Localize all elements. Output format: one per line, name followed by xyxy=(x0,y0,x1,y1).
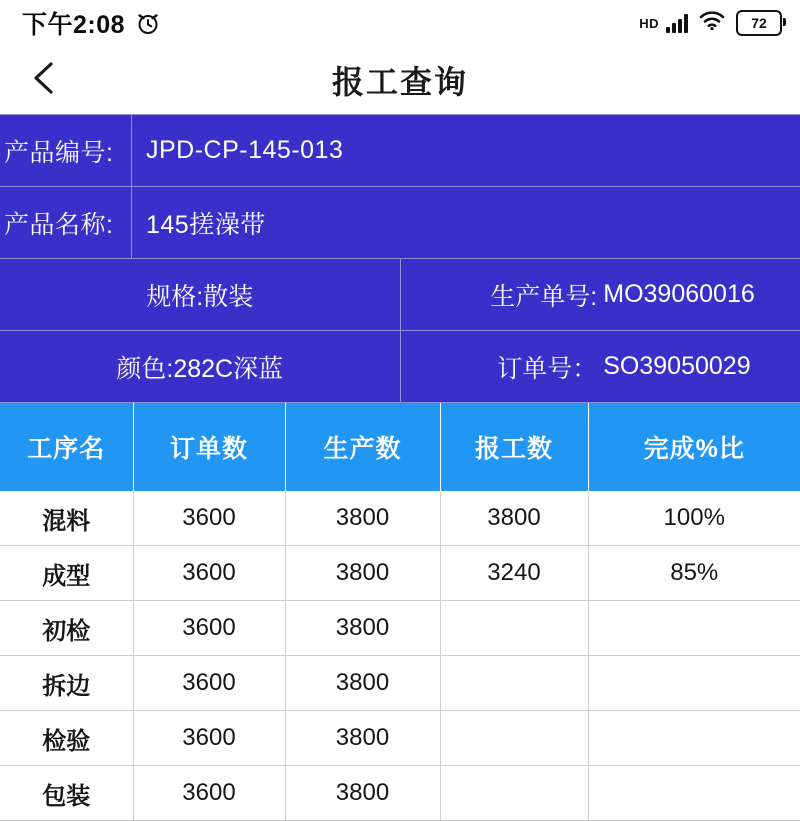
cell-produced-qty: 3800 xyxy=(285,711,440,766)
cell-process-name: 拆边 xyxy=(0,656,133,711)
cell-reported-qty xyxy=(440,656,588,711)
cell-reported-qty xyxy=(440,711,588,766)
cell-reported-qty: 3240 xyxy=(440,546,588,601)
product-name-label: 产品名称: xyxy=(0,187,132,258)
color-order-row xyxy=(0,331,800,403)
cell-completion-pct: 85% xyxy=(588,546,800,601)
cell-produced-qty: 3800 xyxy=(285,656,440,711)
table-row[interactable] xyxy=(0,601,800,656)
spec-workorder-row xyxy=(0,259,800,331)
status-bar-left xyxy=(22,5,161,41)
cell-order-qty: 3600 xyxy=(133,766,285,821)
cell-reported-qty: 3800 xyxy=(440,491,588,546)
cell-order-qty: 3600 xyxy=(133,546,285,601)
work-order-cell xyxy=(401,259,800,330)
chevron-left-icon xyxy=(29,59,59,102)
product-info-panel xyxy=(0,114,800,403)
signal-bars-icon xyxy=(666,13,688,33)
page-title: 报工查询 xyxy=(0,57,800,103)
cell-produced-qty: 3800 xyxy=(285,601,440,656)
product-name-row xyxy=(0,187,800,259)
cell-produced-qty: 3800 xyxy=(285,766,440,821)
product-code-label: 产品编号: xyxy=(0,115,132,186)
order-value: SO39050029 xyxy=(597,352,800,381)
wifi-icon xyxy=(699,11,725,36)
status-bar-right xyxy=(639,10,782,36)
alarm-clock-icon xyxy=(135,10,161,36)
table-row[interactable] xyxy=(0,491,800,546)
battery-level: 72 xyxy=(751,16,767,30)
cell-order-qty: 3600 xyxy=(133,491,285,546)
product-code-value: JPD-CP-145-013 xyxy=(132,115,800,186)
cell-produced-qty: 3800 xyxy=(285,491,440,546)
column-header-produced-qty: 生产数 xyxy=(285,403,440,491)
cell-order-qty: 3600 xyxy=(133,601,285,656)
column-header-process: 工序名 xyxy=(0,403,133,491)
cell-process-name: 成型 xyxy=(0,546,133,601)
cell-completion-pct: 100% xyxy=(588,491,800,546)
title-bar xyxy=(0,46,800,114)
table-row[interactable] xyxy=(0,656,800,711)
cell-completion-pct xyxy=(588,766,800,821)
cell-order-qty: 3600 xyxy=(133,656,285,711)
status-bar xyxy=(0,0,800,46)
cell-completion-pct xyxy=(588,656,800,711)
spec-cell xyxy=(0,259,401,330)
column-header-reported-qty: 报工数 xyxy=(440,403,588,491)
table-row[interactable] xyxy=(0,546,800,601)
table-header-row xyxy=(0,403,800,491)
table-row[interactable] xyxy=(0,766,800,821)
cell-order-qty: 3600 xyxy=(133,711,285,766)
table-row[interactable] xyxy=(0,711,800,766)
product-name-value: 145搓澡带 xyxy=(132,187,800,258)
cell-process-name: 初检 xyxy=(0,601,133,656)
cell-completion-pct xyxy=(588,711,800,766)
cell-reported-qty xyxy=(440,601,588,656)
cell-produced-qty: 3800 xyxy=(285,546,440,601)
cell-process-name: 包装 xyxy=(0,766,133,821)
hd-indicator: HD xyxy=(639,16,659,31)
product-code-row xyxy=(0,115,800,187)
work-order-value: MO39060016 xyxy=(597,280,800,309)
work-order-label: 生产单号: xyxy=(401,277,598,313)
cell-reported-qty xyxy=(440,766,588,821)
order-cell xyxy=(401,331,800,402)
status-time: 下午2:08 xyxy=(22,5,125,41)
spec-value: 散装 xyxy=(203,277,253,313)
color-label: 颜色: xyxy=(116,349,173,385)
battery-indicator xyxy=(736,10,782,36)
cell-process-name: 检验 xyxy=(0,711,133,766)
column-header-completion: 完成%比 xyxy=(588,403,800,491)
back-button[interactable] xyxy=(24,60,64,100)
spec-label: 规格: xyxy=(146,277,203,313)
color-cell xyxy=(0,331,401,402)
column-header-order-qty: 订单数 xyxy=(133,403,285,491)
order-label: 订单号： xyxy=(401,349,598,385)
cell-process-name: 混料 xyxy=(0,491,133,546)
process-table xyxy=(0,403,800,821)
color-value: 282C深蓝 xyxy=(173,349,283,385)
cell-completion-pct xyxy=(588,601,800,656)
